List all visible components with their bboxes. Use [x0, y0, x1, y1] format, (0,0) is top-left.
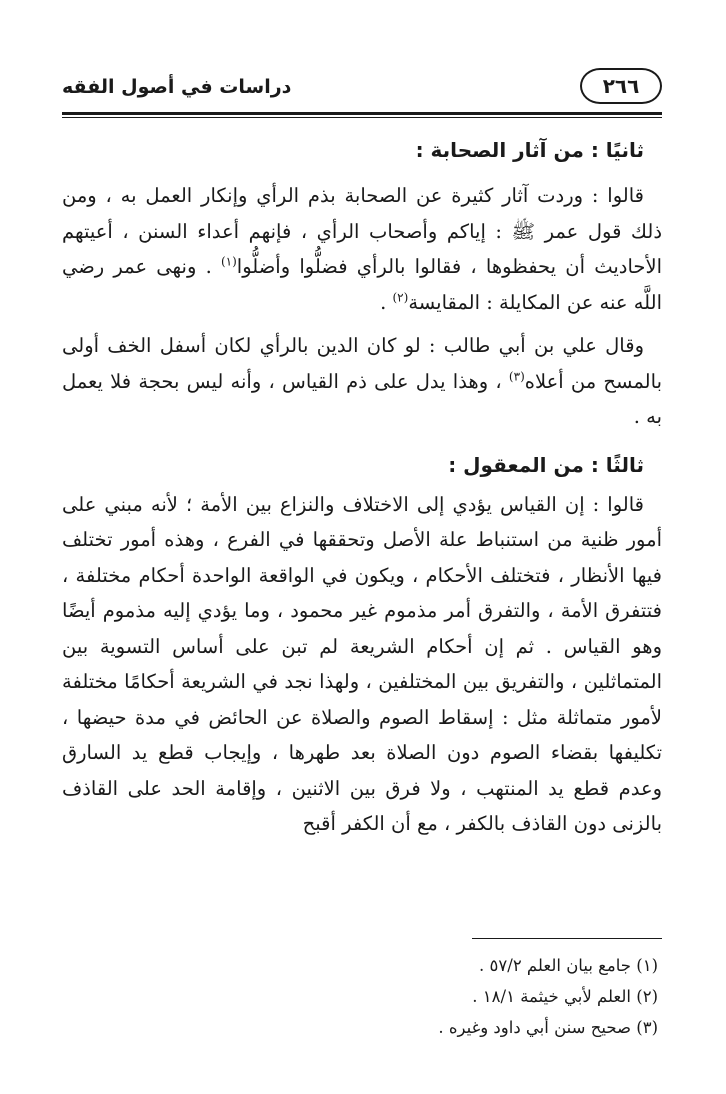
footnote-ref-3[interactable]: (٣)	[508, 369, 525, 383]
page-body	[62, 128, 662, 850]
paragraph-ali-quote	[62, 328, 662, 435]
paragraph-text: وقال علي بن أبي طالب : لو كان الدين بالرأي لكان أسفل الخف أولى بالمسح من أعلاه	[62, 334, 662, 393]
page-number: ٢٦٦	[580, 68, 662, 104]
section-heading-reason: ثالثًا : من المعقول :	[448, 452, 644, 477]
paragraph-reason-argument: قالوا : إن القياس يؤدي إلى الاختلاف والنزاع بين الأمة ؛ لأنه مبني على أمور ظنية من استنباط علة الأصل وتحققها في الفرع ، وهذه أمور تختلف فيها الأنظار ، فتختلف الأحكام ، ويكون في الواقعة الواحدة أحكام مختلفة ، فتتفرق الأمة ، والتفرق أمر مذموم غير محمود ، وما يؤدي إليه مذموم أيضًا وهو القياس . ثم إن أحكام الشريعة لم تبن على أساس التسوية بين المتماثلين ، والتفريق بين المختلفين ، ولهذا نجد في الشريعة أحكامًا مختلفة لأمور متماثلة مثل : إسقاط الصوم والصلاة عن الحائض في مدة حيضها ، تكليفها بقضاء الصوم دون الصلاة بعد طهرها ، وإيجاب قطع يد السارق وعدم قطع يد المنتهب ، ولا فرق بين الاثنين ، وإقامة الحد على القاذف بالزنى دون القاذف بالكفر ، مع أن الكفر أقبح	[62, 492, 662, 835]
footnote-2: (٢) العلم لأبي خيثمة ١٨/١ .	[472, 987, 658, 1006]
paragraph-text: قالوا : وردت آثار كثيرة عن الصحابة بذم الرأي وإنكار العمل به ، ومن ذلك قول عمر ﷺ : إياكم وأصحاب الرأي ، فإنهم أعداء السنن ، أعيتهم الأحاديث أن يحفظوها ، فقالوا بالرأي فضلُّوا وأضلُّوا	[62, 184, 662, 278]
paragraph-companions-quotes	[62, 178, 662, 320]
section-heading-companions: ثانيًا : من آثار الصحابة :	[415, 138, 644, 162]
footnotes	[62, 950, 658, 1043]
footnote-separator	[472, 938, 662, 939]
footnote-1: (١) جامع بيان العلم ٥٧/٢ .	[479, 956, 658, 975]
page-header	[62, 68, 662, 112]
footnote-ref-2[interactable]: (٢)	[392, 290, 409, 304]
paragraph-text: . ونهى عمر رضي اللَّه عنه عن المكايلة : المقايسة	[62, 255, 662, 314]
footnote-3: (٣) صحيح سنن أبي داود وغيره .	[438, 1018, 658, 1037]
paragraph-text: .	[380, 290, 393, 314]
running-title: دراسات في أصول الفقه	[62, 76, 292, 98]
header-rule-thick	[62, 112, 662, 115]
paragraph-text: ، وهذا يدل على ذم القياس ، وأنه ليس بحجة فلا يعمل به .	[62, 369, 662, 428]
header-rule-thin	[62, 117, 662, 118]
footnote-ref-1[interactable]: (١)	[220, 254, 237, 269]
